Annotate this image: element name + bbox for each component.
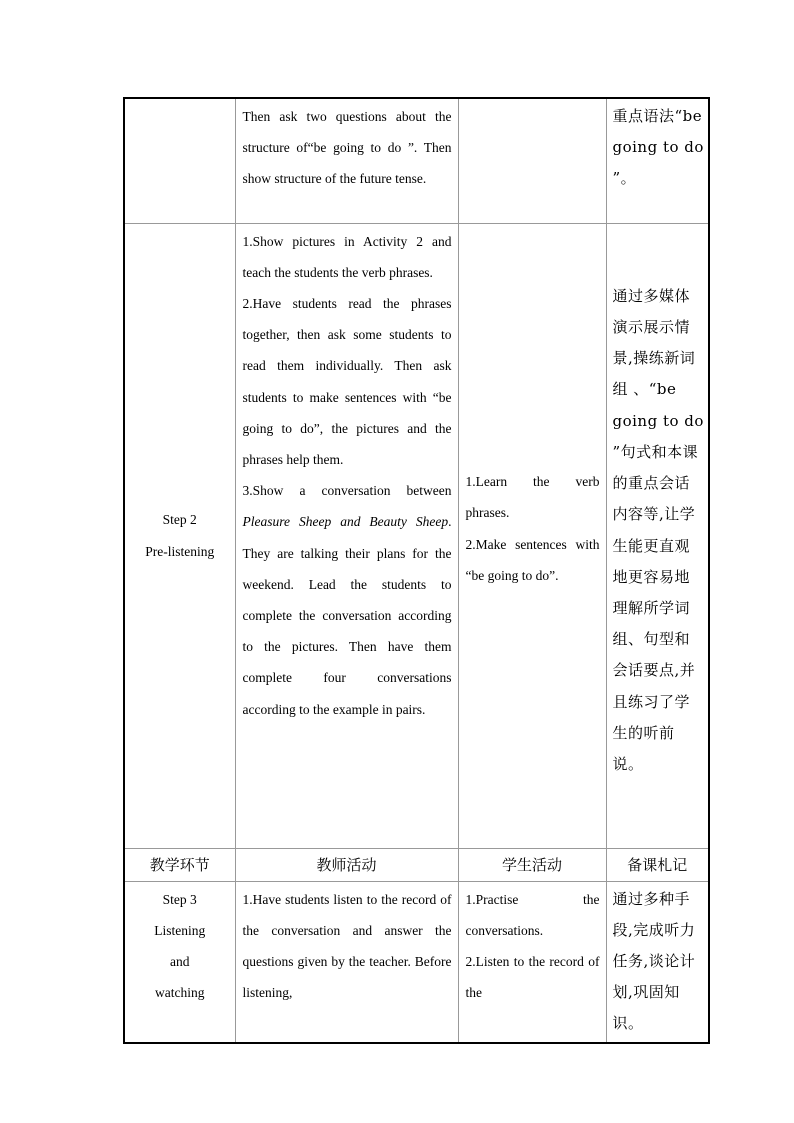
header-student-activity: 学生活动 — [458, 848, 606, 881]
lesson-plan-table — [123, 97, 710, 1044]
header-notes: 备课札记 — [606, 848, 709, 881]
notes-cell — [606, 223, 709, 848]
step-cell — [124, 881, 235, 1043]
teacher-activity-item-3-start: 3.Show a conversation between — [242, 483, 452, 499]
teacher-activity-cell — [235, 98, 458, 223]
student-activity-item-2: 2.Make sentences with “be going to do”. — [465, 536, 600, 583]
notes-cell — [606, 881, 709, 1043]
teacher-activity-cell — [235, 881, 458, 1043]
table-row — [124, 98, 709, 223]
step-cell — [124, 223, 235, 848]
notes-text: 通过多媒体演示展示情景,操练新词组 、“be going to do ”句式和本课的重点会话内容等,让学生能更直观地更容易地理解所学词组、句型和会话要点,并且练习了学生的听前说。 — [612, 286, 704, 773]
header-step: 教学环节 — [124, 848, 235, 881]
student-activity-item-1: 1.Learn the verb phrases. — [465, 474, 600, 521]
notes-cell — [606, 98, 709, 223]
notes-text: 重点语法“be going to do ”。 — [612, 107, 704, 188]
step-name-line-2: and — [170, 953, 190, 969]
step-number: Step 3 — [162, 891, 197, 907]
teacher-activity-text: 1.Have students listen to the record of the conversation and answer the questions given by the teacher. Before listening, — [242, 891, 452, 1001]
step-name-line-3: watching — [155, 985, 205, 1001]
teacher-activity-item-1: 1.Show pictures in Activity 2 and teach the students the verb phrases. — [242, 233, 452, 280]
table-header-row — [124, 848, 709, 881]
teacher-activity-item-3 — [243, 475, 452, 725]
teacher-activity-item-2: 2.Have students read the phrases together, then ask some students to read them individually. Then ask students to make sentences with “be going to do”, the pictures and the phrases help them. — [242, 295, 452, 467]
notes-text: 通过多种手段,完成听力任务,谈论计划,巩固知识。 — [612, 889, 696, 1033]
teacher-activity-cell — [235, 223, 458, 848]
header-teacher-activity: 教师活动 — [235, 848, 458, 881]
step-number: Step 2 — [162, 512, 197, 528]
teacher-activity-text: Then ask two questions about the structure of“be going to do ”. Then show structure of the future tense. — [242, 109, 452, 187]
table-row — [124, 881, 709, 1043]
step-name: Pre-listening — [145, 543, 215, 559]
step-cell — [124, 98, 235, 223]
student-activity-item-2: 2.Listen to the record of the — [465, 953, 600, 1001]
table-row — [124, 223, 709, 848]
student-activity-item-1: 1.Practise the conversations. — [465, 891, 600, 938]
student-activity-cell — [458, 98, 606, 223]
teacher-activity-item-3-rest: . They are talking their plans for the weekend. Lead the students to complete the conversation according to the pictures. Then have them complete four conversations according to the example in pairs. — [242, 514, 452, 717]
step-name-line-1: Listening — [154, 922, 206, 938]
student-activity-cell — [458, 223, 606, 848]
student-activity-cell — [458, 881, 606, 1043]
story-title: Pleasure Sheep and Beauty Sheep — [242, 514, 449, 530]
